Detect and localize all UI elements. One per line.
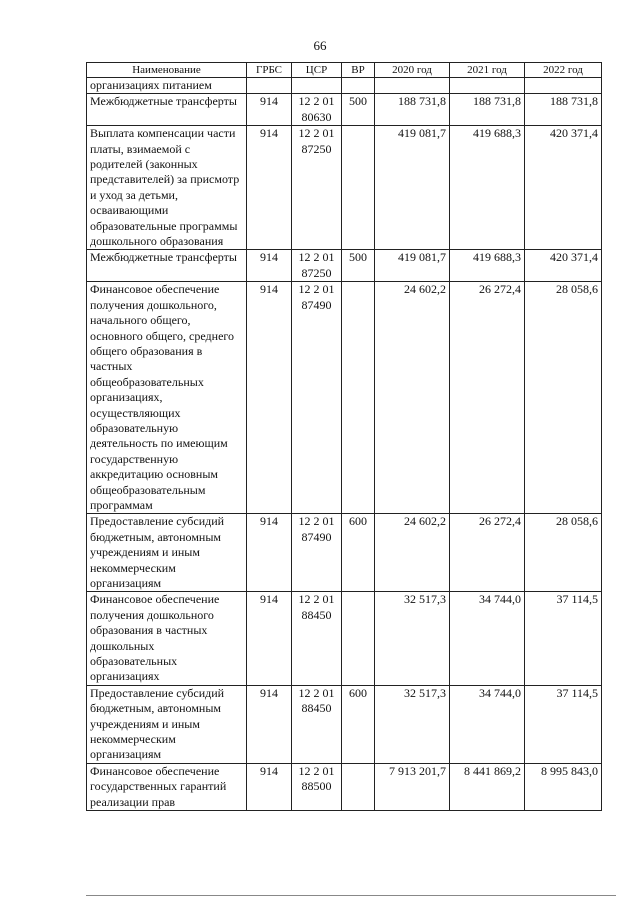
row-csr: 12 2 01 80630 bbox=[292, 94, 342, 126]
row-2020: 24 602,2 bbox=[375, 282, 450, 514]
row-2021: 188 731,8 bbox=[450, 94, 525, 126]
column-header: ВР bbox=[342, 63, 375, 78]
scan-edge-line bbox=[86, 895, 616, 896]
row-2022: 188 731,8 bbox=[525, 94, 602, 126]
row-grbs: 914 bbox=[247, 282, 292, 514]
row-name: Финансовое обеспечение получения дошкольного, начального общего, основного общего, среднего общего образования в частных общеобразовательных организациях, осуществляющих образовательную деятельность по имеющим государственную аккредитацию основным общеобразовательным программам bbox=[87, 282, 247, 514]
row-2022: 28 058,6 bbox=[525, 514, 602, 592]
row-grbs: 914 bbox=[247, 514, 292, 592]
row-2020: 419 081,7 bbox=[375, 250, 450, 282]
row-2022: 420 371,4 bbox=[525, 250, 602, 282]
row-vr bbox=[342, 282, 375, 514]
table-row bbox=[87, 592, 602, 685]
row-csr: 12 2 01 88450 bbox=[292, 685, 342, 763]
row-2020 bbox=[375, 78, 450, 94]
row-2021: 34 744,0 bbox=[450, 685, 525, 763]
row-csr: 12 2 01 88500 bbox=[292, 763, 342, 810]
page-number: 66 bbox=[313, 38, 327, 53]
row-grbs: 914 bbox=[247, 592, 292, 685]
row-vr: 600 bbox=[342, 685, 375, 763]
table-row bbox=[87, 685, 602, 763]
column-header: ГРБС bbox=[247, 63, 292, 78]
row-2020: 7 913 201,7 bbox=[375, 763, 450, 810]
row-name: организациях питанием bbox=[87, 78, 247, 94]
table-row bbox=[87, 250, 602, 282]
row-grbs: 914 bbox=[247, 685, 292, 763]
column-header: 2022 год bbox=[525, 63, 602, 78]
row-2022: 420 371,4 bbox=[525, 126, 602, 250]
row-vr: 500 bbox=[342, 94, 375, 126]
column-header: ЦСР bbox=[292, 63, 342, 78]
table-row bbox=[87, 514, 602, 592]
row-2020: 32 517,3 bbox=[375, 685, 450, 763]
row-2022: 37 114,5 bbox=[525, 592, 602, 685]
row-2020: 24 602,2 bbox=[375, 514, 450, 592]
row-name: Предоставление субсидий бюджетным, автономным учреждениям и иным некоммерческим организациям bbox=[87, 514, 247, 592]
row-2021: 419 688,3 bbox=[450, 126, 525, 250]
row-2021: 419 688,3 bbox=[450, 250, 525, 282]
row-csr bbox=[292, 78, 342, 94]
table-row bbox=[87, 94, 602, 126]
row-vr bbox=[342, 763, 375, 810]
row-name: Выплата компенсации части платы, взимаемой с родителей (законных представителей) за присмотр и уход за детьми, осваивающими образовательные программы дошкольного образования bbox=[87, 126, 247, 250]
row-2020: 32 517,3 bbox=[375, 592, 450, 685]
row-csr: 12 2 01 87490 bbox=[292, 514, 342, 592]
row-2021 bbox=[450, 78, 525, 94]
table-row bbox=[87, 78, 602, 94]
row-name: Финансовое обеспечение получения дошкольного образования в частных дошкольных образовательных организациях bbox=[87, 592, 247, 685]
row-2021: 34 744,0 bbox=[450, 592, 525, 685]
row-name: Финансовое обеспечение государственных гарантий реализации прав bbox=[87, 763, 247, 810]
row-2022: 37 114,5 bbox=[525, 685, 602, 763]
row-2021: 8 441 869,2 bbox=[450, 763, 525, 810]
row-2020: 188 731,8 bbox=[375, 94, 450, 126]
row-name: Межбюджетные трансферты bbox=[87, 250, 247, 282]
table-row bbox=[87, 126, 602, 250]
budget-table bbox=[86, 62, 602, 811]
row-vr bbox=[342, 592, 375, 685]
row-2021: 26 272,4 bbox=[450, 514, 525, 592]
row-2022 bbox=[525, 78, 602, 94]
row-vr: 500 bbox=[342, 250, 375, 282]
row-grbs: 914 bbox=[247, 250, 292, 282]
row-csr: 12 2 01 87250 bbox=[292, 250, 342, 282]
row-vr: 600 bbox=[342, 514, 375, 592]
row-2020: 419 081,7 bbox=[375, 126, 450, 250]
table-row bbox=[87, 763, 602, 810]
row-2022: 8 995 843,0 bbox=[525, 763, 602, 810]
row-2021: 26 272,4 bbox=[450, 282, 525, 514]
column-header: 2021 год bbox=[450, 63, 525, 78]
row-grbs bbox=[247, 78, 292, 94]
row-csr: 12 2 01 87250 bbox=[292, 126, 342, 250]
row-name: Предоставление субсидий бюджетным, автономным учреждениям и иным некоммерческим организациям bbox=[87, 685, 247, 763]
row-csr: 12 2 01 87490 bbox=[292, 282, 342, 514]
column-header: 2020 год bbox=[375, 63, 450, 78]
row-grbs: 914 bbox=[247, 94, 292, 126]
row-csr: 12 2 01 88450 bbox=[292, 592, 342, 685]
table-header-row bbox=[87, 63, 602, 78]
row-vr bbox=[342, 78, 375, 94]
row-grbs: 914 bbox=[247, 763, 292, 810]
column-header: Наименование bbox=[87, 63, 247, 78]
table-row bbox=[87, 282, 602, 514]
row-2022: 28 058,6 bbox=[525, 282, 602, 514]
row-vr bbox=[342, 126, 375, 250]
row-name: Межбюджетные трансферты bbox=[87, 94, 247, 126]
row-grbs: 914 bbox=[247, 126, 292, 250]
